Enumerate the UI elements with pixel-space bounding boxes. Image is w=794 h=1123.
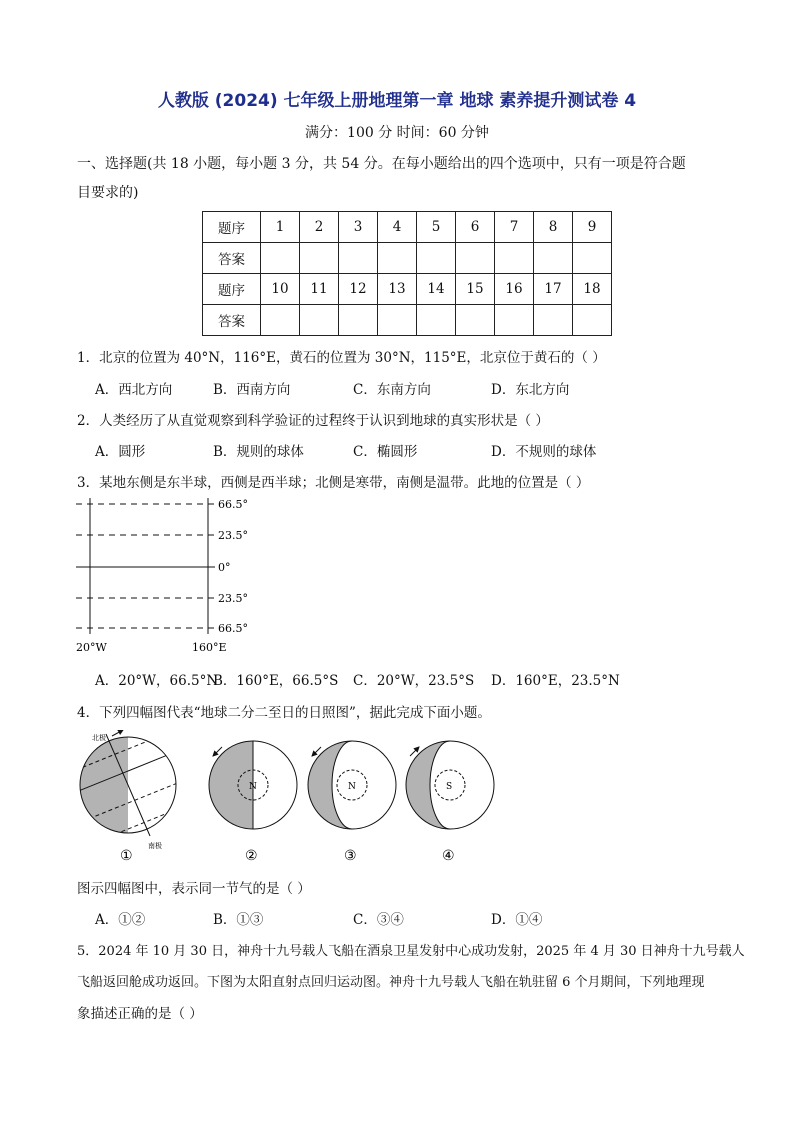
north-pole-label: 北极	[92, 734, 106, 742]
question-2-option-d[interactable]: D．不规则的球体	[491, 444, 597, 460]
question-2-option-b[interactable]: B．规则的球体	[213, 444, 304, 460]
question-1-option-c[interactable]: C．东南方向	[353, 382, 431, 398]
question-number-cell: 16	[495, 274, 534, 305]
question-4-option-a[interactable]: A．①②	[95, 912, 146, 928]
question-1-option-a[interactable]: A．西北方向	[95, 382, 173, 398]
question-2-option-c[interactable]: C．椭圆形	[353, 444, 418, 460]
question-number-cell: 4	[378, 212, 417, 243]
lat-label: 66.5°	[218, 498, 248, 511]
question-4-option-d[interactable]: D．①④	[491, 912, 543, 928]
diagram-label: ②	[245, 848, 258, 864]
answer-cell[interactable]	[261, 243, 300, 274]
question-4-option-b[interactable]: B．①③	[213, 912, 264, 928]
section-instructions	[77, 150, 747, 208]
question-5-stem-line3: 象描述正确的是（ ）	[77, 1006, 203, 1022]
answer-cell[interactable]	[261, 305, 300, 336]
lat-label: 23.5°	[218, 529, 248, 542]
question-4-option-c[interactable]: C．③④	[353, 912, 404, 928]
row-label: 题序	[203, 212, 261, 243]
sunlight-diagrams-figure	[76, 730, 506, 870]
question-1-option-b[interactable]: B．西南方向	[213, 382, 291, 398]
table-row	[203, 305, 612, 336]
row-label: 答案	[203, 243, 261, 274]
answer-cell[interactable]	[534, 243, 573, 274]
table-row	[203, 274, 612, 305]
answer-cell[interactable]	[339, 305, 378, 336]
question-4-stem: 4．下列四幅图代表“地球二分二至日的日照图”，据此完成下面小题。	[77, 705, 491, 721]
question-1-option-d[interactable]: D．东北方向	[491, 382, 570, 398]
sunlight-diagram-4	[406, 741, 494, 864]
table-row	[203, 243, 612, 274]
question-3-option-a[interactable]: A．20°W，66.5°N	[95, 673, 219, 689]
question-number-cell: 14	[417, 274, 456, 305]
question-number-cell: 13	[378, 274, 417, 305]
question-number-cell: 8	[534, 212, 573, 243]
page-title: 人教版 (2024) 七年级上册地理第一章 地球 素养提升测试卷 4	[157, 91, 637, 111]
row-label: 题序	[203, 274, 261, 305]
lon-label-left: 20°W	[76, 641, 107, 654]
answer-cell[interactable]	[456, 305, 495, 336]
lon-label-right: 160°E	[192, 641, 227, 654]
question-number-cell: 7	[495, 212, 534, 243]
answer-cell[interactable]	[300, 243, 339, 274]
lat-label: 66.5°	[218, 622, 248, 635]
pole-label: S	[446, 782, 453, 792]
question-4-sub-stem: 图示四幅图中，表示同一节气的是（ ）	[77, 881, 311, 897]
answer-cell[interactable]	[495, 243, 534, 274]
question-3-option-c[interactable]: C．20°W，23.5°S	[353, 673, 475, 689]
diagram-label: ①	[120, 848, 133, 864]
latitude-longitude-grid-figure	[70, 494, 270, 664]
pole-label: N	[249, 782, 257, 792]
table-row	[203, 212, 612, 243]
answer-cell[interactable]	[573, 243, 612, 274]
sunlight-diagram-2	[209, 741, 297, 864]
answer-cell[interactable]	[456, 243, 495, 274]
question-number-cell: 11	[300, 274, 339, 305]
question-2-option-a[interactable]: A．圆形	[95, 444, 146, 460]
answer-cell[interactable]	[417, 243, 456, 274]
question-number-cell: 9	[573, 212, 612, 243]
lat-label: 0°	[218, 561, 231, 574]
question-2-stem: 2．人类经历了从直觉观察到科学验证的过程终于认识到地球的真实形状是（ ）	[77, 413, 549, 429]
row-label: 答案	[203, 305, 261, 336]
answer-cell[interactable]	[573, 305, 612, 336]
sunlight-diagram-3	[308, 741, 396, 864]
south-pole-label: 南极	[148, 842, 162, 850]
answer-cell[interactable]	[378, 243, 417, 274]
question-3-option-d[interactable]: D．160°E，23.5°N	[491, 673, 620, 689]
answer-cell[interactable]	[417, 305, 456, 336]
question-3-option-b[interactable]: B．160°E，66.5°S	[213, 673, 339, 689]
question-5-stem-line1: 5．2024 年 10 月 30 日，神舟十九号载人飞船在酒泉卫星发射中心成功发射，2025 年 4 月 30 日神舟十九号载人	[77, 944, 745, 959]
answer-cell[interactable]	[495, 305, 534, 336]
answer-cell[interactable]	[534, 305, 573, 336]
answer-cell[interactable]	[300, 305, 339, 336]
answer-cell[interactable]	[378, 305, 417, 336]
question-number-cell: 2	[300, 212, 339, 243]
question-5-stem-line2: 飞船返回舱成功返回。下图为太阳直射点回归运动图。神舟十九号载人飞船在轨驻留 6 个月期间，下列地理现	[77, 975, 705, 990]
section-instruction-line2: 目要求的)	[77, 185, 139, 201]
question-number-cell: 3	[339, 212, 378, 243]
question-number-cell: 17	[534, 274, 573, 305]
exam-meta: 满分：100 分 时间：60 分钟	[305, 125, 489, 141]
question-number-cell: 18	[573, 274, 612, 305]
question-number-cell: 6	[456, 212, 495, 243]
answer-table	[202, 211, 612, 336]
question-number-cell: 12	[339, 274, 378, 305]
sunlight-diagram-1	[76, 730, 180, 864]
pole-label: N	[348, 782, 356, 792]
question-number-cell: 10	[261, 274, 300, 305]
question-number-cell: 5	[417, 212, 456, 243]
question-number-cell: 1	[261, 212, 300, 243]
diagram-label: ③	[344, 848, 357, 864]
answer-cell[interactable]	[339, 243, 378, 274]
diagram-label: ④	[442, 848, 455, 864]
section-instruction-line1: 一、选择题(共 18 小题，每小题 3 分，共 54 分。在每小题给出的四个选项中，只有一项是符合题	[77, 156, 686, 172]
question-number-cell: 15	[456, 274, 495, 305]
lat-label: 23.5°	[218, 592, 248, 605]
question-1-stem: 1．北京的位置为 40°N，116°E，黄石的位置为 30°N，115°E，北京位于黄石的（ ）	[77, 350, 606, 366]
question-3-stem: 3．某地东侧是东半球，西侧是西半球；北侧是寒带，南侧是温带。此地的位置是（ ）	[77, 475, 590, 491]
